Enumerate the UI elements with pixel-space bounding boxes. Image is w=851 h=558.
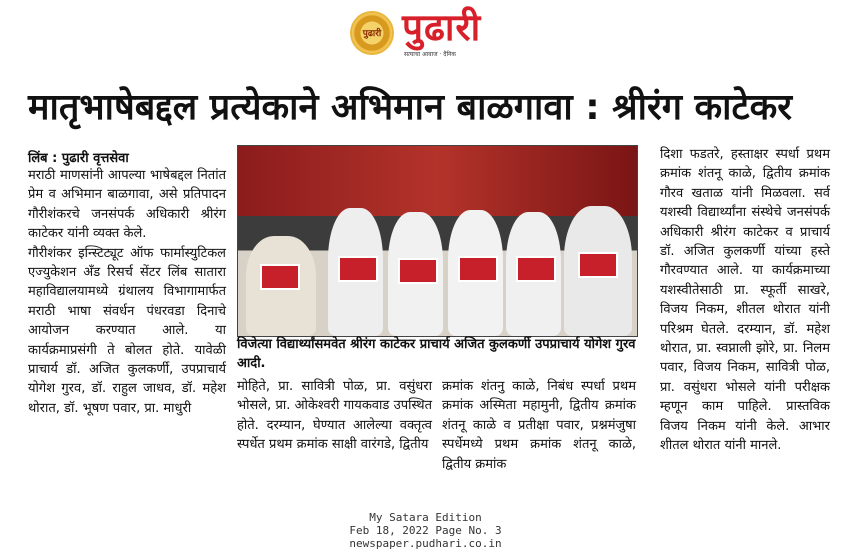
certificate bbox=[338, 256, 378, 282]
group-photo bbox=[237, 145, 638, 337]
certificate bbox=[578, 252, 618, 278]
article-byline: लिंब : पुढारी वृत्तसेवा bbox=[28, 151, 129, 166]
certificate bbox=[260, 264, 300, 290]
page-footer bbox=[0, 511, 851, 550]
certificate bbox=[398, 258, 438, 284]
article-column-3: क्रमांक शंतनु काळे, निबंध स्पर्धा प्रथम क्रमांक अस्मिता महामुनी, द्वितीय क्रमांक शंतनू काळे व प्रतीक्षा पवार, प्रश्नमंजुषा स्पर्धेमध्ये प्रथम क्रमांक शंतनू काळे, द्वितीय क्रमांक bbox=[442, 379, 636, 472]
certificate bbox=[516, 256, 556, 282]
edition-date-page: Feb 18, 2022 Page No. 3 bbox=[349, 524, 502, 537]
article-headline: मातृभाषेबद्दल प्रत्येकाने अभिमान बाळगावा : श्रीरंग काटेकर bbox=[28, 87, 792, 128]
paragraph: मराठी माणसांनी आपल्या भाषेबद्दल नितांत प्रेम व अभिमान बाळगावा, असे प्रतिपादन गौरीशंकरचे जनसंपर्क अधिकारी श्रीरंग काटेकर यांनी व्यक्त केले. bbox=[28, 168, 226, 242]
paragraph: गौरीशंकर इन्स्टिट्यूट ऑफ फार्मास्युटिकल एज्युकेशन अँड रिसर्च सेंटर लिंब सातारा महाविद्यालयामध्ये ग्रंथालय विभागामार्फत मराठी भाषा संवर्धन पंधरवडा दिनाचे आयोजन करण्यात आले. या कार्यक्रमाप्रसंगी ते बोलत होते. यावेळी प्राचार्य डॉ. अजित कुलकर्णी, उपप्राचार्य योगेश गुरव, डॉ. राहुल जाधव, डॉ. महेश थोरात, डॉ. भूषण पवार, प्रा. माधुरी bbox=[28, 245, 226, 416]
masthead-tagline: सत्याचा आवाज · दैनिक bbox=[404, 51, 456, 58]
certificate bbox=[458, 256, 498, 282]
pudhari-seal-logo: पुढारी bbox=[352, 13, 392, 53]
article-column-4: दिशा फडतरे, हस्ताक्षर स्पर्धा प्रथम क्रमांक शंतनू काळे, द्वितीय क्रमांक गौरव खताळ यांनी मिळवला. सर्व यशस्वी विद्यार्थ्यांना संस्थेचे जनसंपर्क अधिकारी श्रीरंग काटेकर व प्राचार्य डॉ. अजित कुलकर्णी यांच्या हस्ते गौरवण्यात आले. या कार्यक्रमाच्या यशस्वीतेसाठी प्रा. स्फूर्ती साखरे, विजय निकम, शीतल थोरात यांनी परिश्रम घेतले. दरम्यान, डॉ. महेश थोरात, प्रा. स्वप्नाली झोरे, प्रा. निलम पवार, विजय निकम, सावित्री पोळ, प्रा. वसुंधरा भोसले यांनी परीक्षक म्हणून काम पाहिले. प्रास्तविक विजय निकम यांनी केले. आभार शीतल थोरात यांनी मानले. bbox=[660, 147, 830, 454]
article-column-1 bbox=[28, 166, 226, 418]
masthead bbox=[0, 0, 851, 70]
article-column-2: मोहिते, प्रा. सावित्री पोळ, प्रा. वसुंधरा भोसले, प्रा. ओकेश्वरी गायकवाड उपस्थित होते. दरम्यान, घेण्यात आलेल्या वक्तृत्व स्पर्धेत प्रथम क्रमांक साक्षी वारंगडे, द्वितीय bbox=[237, 379, 432, 453]
photo-backdrop-banner bbox=[238, 146, 637, 216]
site-url: newspaper.pudhari.co.in bbox=[349, 537, 502, 550]
pudhari-brand-logo: पुढारी bbox=[402, 6, 482, 49]
photo-caption: विजेत्या विद्यार्थ्यांसमवेत श्रीरंग काटेकर प्राचार्य अजित कुलकर्णी उपप्राचार्य योगेश गुरव आदी. bbox=[237, 337, 636, 371]
edition-name: My Satara Edition bbox=[369, 511, 482, 524]
